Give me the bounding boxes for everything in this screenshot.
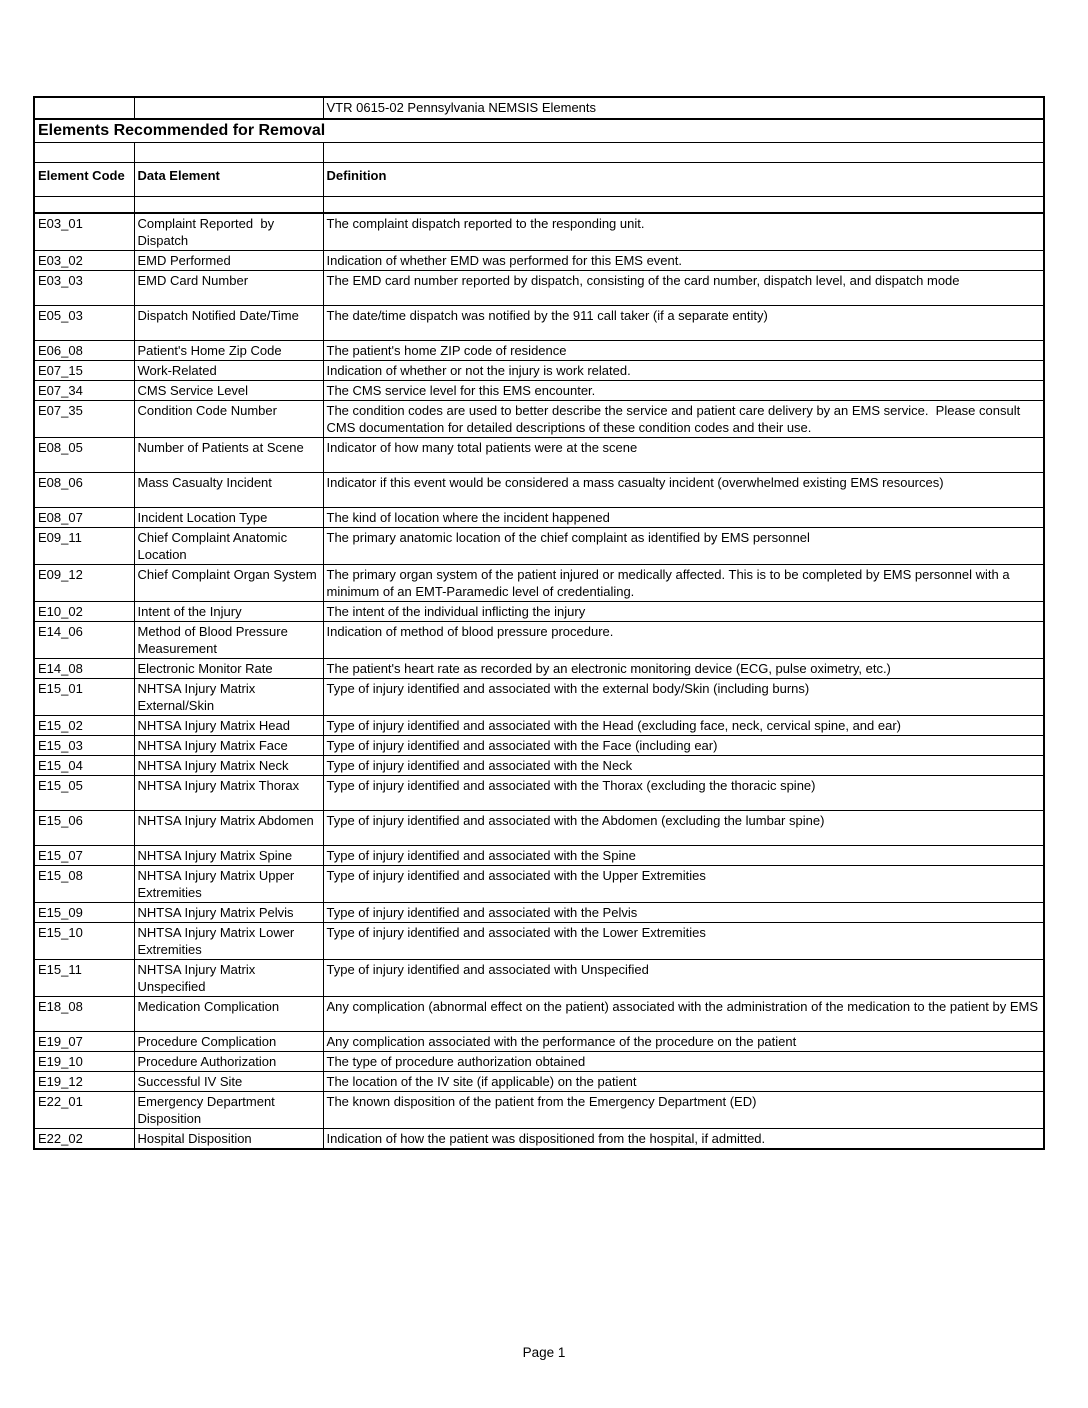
column-header-data-element: Data Element [134,163,323,197]
cell-definition: The CMS service level for this EMS encounter. [323,380,1044,400]
cell-data-element: NHTSA Injury Matrix Pelvis [134,902,323,922]
cell-element-code: E09_11 [34,527,134,564]
cell-data-element: NHTSA Injury Matrix Lower Extremities [134,922,323,959]
cell-element-code: E15_05 [34,775,134,810]
table-row [34,527,1044,564]
cell-data-element: Method of Blood Pressure Measurement [134,621,323,658]
cell-element-code: E22_01 [34,1091,134,1128]
cell-element-code: E15_04 [34,755,134,775]
cell-definition: Type of injury identified and associated with the Abdomen (excluding the lumbar spine) [323,810,1044,845]
cell-data-element: EMD Card Number [134,270,323,305]
table-row [34,213,1044,251]
column-header-row [34,163,1044,197]
table-row [34,810,1044,845]
cell-element-code: E08_05 [34,437,134,472]
cell-definition: The known disposition of the patient from the Emergency Department (ED) [323,1091,1044,1128]
table-row [34,922,1044,959]
cell-definition: The kind of location where the incident happened [323,507,1044,527]
cell-data-element: Chief Complaint Organ System [134,564,323,601]
cell-element-code: E14_06 [34,621,134,658]
table-row [34,715,1044,735]
empty-cell [134,97,323,119]
table-row [34,1128,1044,1149]
cell-element-code: E15_03 [34,735,134,755]
cell-element-code: E06_08 [34,340,134,360]
cell-element-code: E05_03 [34,305,134,340]
cell-definition: Type of injury identified and associated with the Spine [323,845,1044,865]
cell-data-element: Dispatch Notified Date/Time [134,305,323,340]
spacer-row [34,197,1044,213]
cell-element-code: E08_07 [34,507,134,527]
cell-data-element: Chief Complaint Anatomic Location [134,527,323,564]
table-row [34,735,1044,755]
cell-definition: Type of injury identified and associated with the Lower Extremities [323,922,1044,959]
table-row [34,400,1044,437]
cell-element-code: E15_07 [34,845,134,865]
spacer-row [34,143,1044,163]
cell-element-code: E07_35 [34,400,134,437]
cell-data-element: Mass Casualty Incident [134,472,323,507]
cell-definition: Indication of whether EMD was performed for this EMS event. [323,250,1044,270]
table-row [34,270,1044,305]
cell-data-element: Emergency Department Disposition [134,1091,323,1128]
cell-data-element: NHTSA Injury Matrix Neck [134,755,323,775]
cell-element-code: E19_07 [34,1031,134,1051]
cell-data-element: Work-Related [134,360,323,380]
cell-definition: Type of injury identified and associated with the Head (excluding face, neck, cervical spine, and ear) [323,715,1044,735]
cell-data-element: NHTSA Injury Matrix Unspecified [134,959,323,996]
cell-element-code: E19_12 [34,1071,134,1091]
cell-element-code: E14_08 [34,658,134,678]
cell-data-element: EMD Performed [134,250,323,270]
section-heading-row [34,119,1044,143]
table-row [34,601,1044,621]
table-row [34,1091,1044,1128]
cell-data-element: Electronic Monitor Rate [134,658,323,678]
table-row [34,340,1044,360]
table-row [34,360,1044,380]
empty-cell [34,97,134,119]
cell-definition: The location of the IV site (if applicable) on the patient [323,1071,1044,1091]
table-row [34,472,1044,507]
title-row [34,97,1044,119]
cell-definition: Type of injury identified and associated with the external body/Skin (including burns) [323,678,1044,715]
table-row [34,996,1044,1031]
cell-data-element: Incident Location Type [134,507,323,527]
cell-element-code: E03_01 [34,213,134,251]
table-row [34,380,1044,400]
column-header-element-code: Element Code [34,163,134,197]
section-heading: Elements Recommended for Removal [34,119,1044,143]
cell-element-code: E09_12 [34,564,134,601]
table-row [34,437,1044,472]
document-title: VTR 0615-02 Pennsylvania NEMSIS Elements [323,97,1044,119]
table-row [34,658,1044,678]
cell-data-element: NHTSA Injury Matrix Face [134,735,323,755]
cell-data-element: Complaint Reported by Dispatch [134,213,323,251]
cell-element-code: E03_03 [34,270,134,305]
table-row [34,564,1044,601]
cell-definition: Type of injury identified and associated with the Face (including ear) [323,735,1044,755]
cell-element-code: E19_10 [34,1051,134,1071]
table-row [34,902,1044,922]
table-row [34,1031,1044,1051]
cell-definition: Indication of method of blood pressure procedure. [323,621,1044,658]
cell-element-code: E15_06 [34,810,134,845]
cell-data-element: CMS Service Level [134,380,323,400]
cell-definition: Type of injury identified and associated with the Thorax (excluding the thoracic spine) [323,775,1044,810]
cell-element-code: E22_02 [34,1128,134,1149]
cell-definition: The primary anatomic location of the chief complaint as identified by EMS personnel [323,527,1044,564]
cell-data-element: NHTSA Injury Matrix Head [134,715,323,735]
table-row [34,305,1044,340]
cell-data-element: Medication Complication [134,996,323,1031]
nemsis-elements-table [33,96,1045,1150]
cell-data-element: Procedure Complication [134,1031,323,1051]
cell-data-element: Procedure Authorization [134,1051,323,1071]
empty-cell [323,143,1044,163]
empty-cell [134,197,323,213]
table-row [34,845,1044,865]
cell-data-element: Patient's Home Zip Code [134,340,323,360]
cell-definition: The condition codes are used to better describe the service and patient care delivery by an EMS service. Please consult CMS documentation for detailed descriptions of these condition codes and their use. [323,400,1044,437]
table-row [34,1071,1044,1091]
cell-data-element: NHTSA Injury Matrix Upper Extremities [134,865,323,902]
cell-definition: The complaint dispatch reported to the responding unit. [323,213,1044,251]
cell-definition: Indication of how the patient was dispositioned from the hospital, if admitted. [323,1128,1044,1149]
cell-data-element: NHTSA Injury Matrix Spine [134,845,323,865]
cell-data-element: Intent of the Injury [134,601,323,621]
cell-element-code: E03_02 [34,250,134,270]
column-header-definition: Definition [323,163,1044,197]
cell-data-element: NHTSA Injury Matrix External/Skin [134,678,323,715]
cell-element-code: E15_11 [34,959,134,996]
cell-element-code: E10_02 [34,601,134,621]
cell-definition: Indicator if this event would be considered a mass casualty incident (overwhelmed existing EMS resources) [323,472,1044,507]
page-number: Page 1 [522,1345,566,1360]
cell-definition: The patient's heart rate as recorded by an electronic monitoring device (ECG, pulse oximetry, etc.) [323,658,1044,678]
cell-element-code: E15_08 [34,865,134,902]
cell-definition: The intent of the individual inflicting the injury [323,601,1044,621]
cell-data-element: Successful IV Site [134,1071,323,1091]
cell-definition: Type of injury identified and associated with the Neck [323,755,1044,775]
cell-data-element: Condition Code Number [134,400,323,437]
cell-definition: Type of injury identified and associated with the Upper Extremities [323,865,1044,902]
cell-definition: Any complication associated with the performance of the procedure on the patient [323,1031,1044,1051]
cell-definition: Type of injury identified and associated with the Pelvis [323,902,1044,922]
cell-definition: The type of procedure authorization obtained [323,1051,1044,1071]
cell-data-element: NHTSA Injury Matrix Abdomen [134,810,323,845]
cell-element-code: E07_15 [34,360,134,380]
cell-data-element: Hospital Disposition [134,1128,323,1149]
table-row [34,755,1044,775]
table-row [34,621,1044,658]
table-row [34,507,1044,527]
cell-definition: The patient's home ZIP code of residence [323,340,1044,360]
empty-cell [323,197,1044,213]
cell-element-code: E15_02 [34,715,134,735]
table-body [34,213,1044,1149]
cell-element-code: E15_10 [34,922,134,959]
cell-element-code: E15_01 [34,678,134,715]
empty-cell [134,143,323,163]
cell-definition: Type of injury identified and associated with Unspecified [323,959,1044,996]
table-row [34,250,1044,270]
table-row [34,1051,1044,1071]
cell-definition: The EMD card number reported by dispatch, consisting of the card number, dispatch level, and dispatch mode [323,270,1044,305]
empty-cell [34,143,134,163]
empty-cell [34,197,134,213]
cell-element-code: E15_09 [34,902,134,922]
table-row [34,959,1044,996]
cell-definition: Indication of whether or not the injury is work related. [323,360,1044,380]
table-row [34,865,1044,902]
table-row [34,775,1044,810]
cell-element-code: E08_06 [34,472,134,507]
cell-element-code: E07_34 [34,380,134,400]
cell-definition: Any complication (abnormal effect on the patient) associated with the administration of the medication to the patient by EMS [323,996,1044,1031]
cell-element-code: E18_08 [34,996,134,1031]
cell-definition: The primary organ system of the patient injured or medically affected. This is to be completed by EMS personnel with a minimum of an EMT-Paramedic level of credentialing. [323,564,1044,601]
table-row [34,678,1044,715]
cell-definition: The date/time dispatch was notified by the 911 call taker (if a separate entity) [323,305,1044,340]
cell-data-element: Number of Patients at Scene [134,437,323,472]
cell-definition: Indicator of how many total patients were at the scene [323,437,1044,472]
cell-data-element: NHTSA Injury Matrix Thorax [134,775,323,810]
